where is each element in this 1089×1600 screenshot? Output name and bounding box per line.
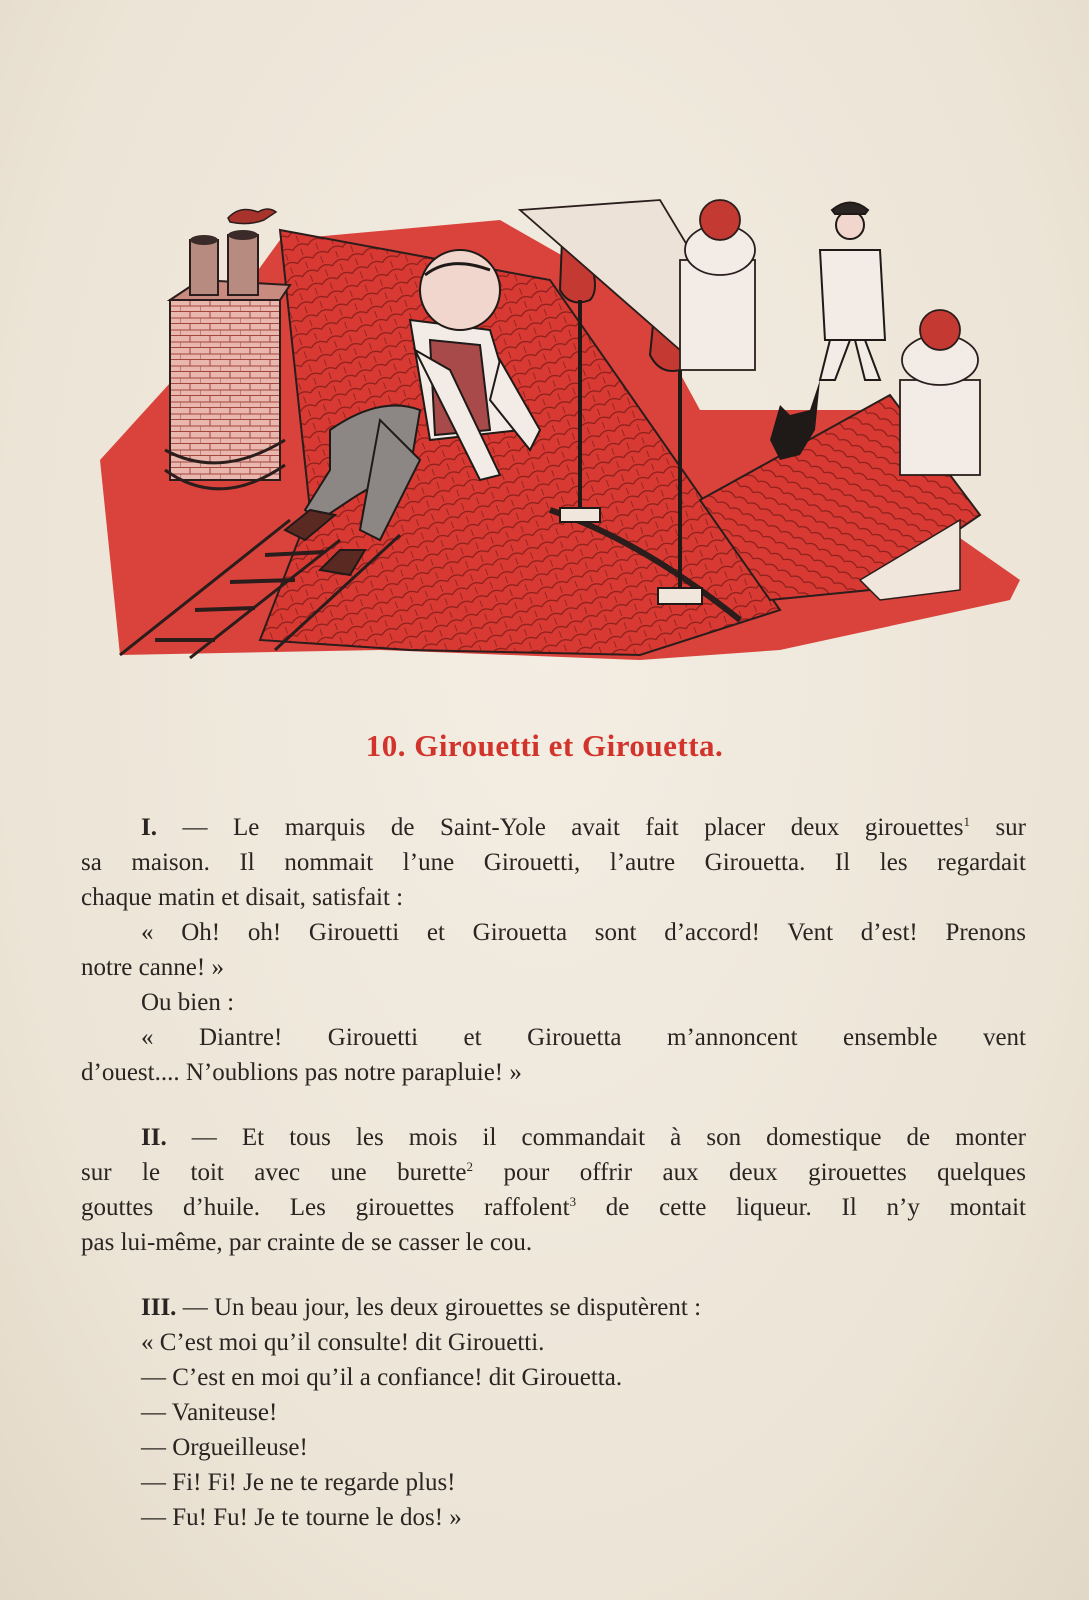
text-span: — Et tous les mois il commandait à son domestique de monter xyxy=(166,1124,1026,1151)
text-span: sur xyxy=(969,814,1026,841)
story-text xyxy=(81,810,1026,1565)
text-span: de cette liqueur. Il n’y montait xyxy=(576,1194,1026,1221)
story-title: 10. Girouetti et Girouetta. xyxy=(365,728,724,763)
text-line: — C’est en moi qu’il a confiance! dit Girouetta. xyxy=(141,1364,623,1391)
text-span: pour offrir aux deux girouettes quelques xyxy=(473,1159,1027,1186)
text-line xyxy=(81,1155,1026,1190)
footnote-ref[interactable]: 3 xyxy=(569,1194,577,1209)
text-line xyxy=(81,1120,1026,1155)
section-number: I. xyxy=(141,814,157,841)
text-line: « Oh! oh! Girouetti et Girouetta sont d’accord! Vent d’est! Prenons xyxy=(141,919,1026,946)
text-line: — Orgueilleuse! xyxy=(141,1434,308,1461)
text-line: pas lui-même, par crainte de se casser le cou. xyxy=(81,1229,533,1256)
section-number: III. xyxy=(141,1294,177,1321)
text-line: « C’est moi qu’il consulte! dit Girouetti. xyxy=(141,1329,545,1356)
paragraph-1 xyxy=(81,810,1026,1090)
text-line xyxy=(81,810,1026,845)
bird xyxy=(228,209,276,224)
footnote-ref[interactable]: 2 xyxy=(466,1159,474,1174)
text-line: — Fu! Fu! Je te tourne le dos! » xyxy=(141,1504,462,1531)
text-line xyxy=(81,1190,1026,1225)
text-span: — Le marquis de Saint-Yole avait fait placer deux girouettes xyxy=(156,814,964,841)
text-span: gouttes d’huile. Les girouettes raffolent xyxy=(81,1194,570,1221)
text-line: — Fi! Fi! Je ne te regarde plus! xyxy=(141,1469,456,1496)
text-line: notre canne! » xyxy=(81,954,224,981)
footnote-ref[interactable]: 1 xyxy=(963,814,970,829)
paragraph-2 xyxy=(81,1120,1026,1260)
text-line: — Vaniteuse! xyxy=(141,1399,278,1426)
text-line: sa maison. Il nommait l’une Girouetti, l’autre Girouetta. Il les regardait xyxy=(81,849,1026,876)
text-line xyxy=(81,1290,1026,1325)
section-number: II. xyxy=(141,1124,167,1151)
text-line: Ou bien : xyxy=(141,989,235,1016)
text-line: d’ouest.... N’oublions pas notre parapluie! » xyxy=(81,1059,522,1086)
text-span: — Un beau jour, les deux girouettes se disputèrent : xyxy=(176,1294,702,1321)
rooftop-illustration xyxy=(80,180,1040,680)
text-line: chaque matin et disait, satisfait : xyxy=(81,884,404,911)
paragraph-3 xyxy=(81,1290,1026,1535)
text-line: « Diantre! Girouetti et Girouetta m’annoncent ensemble vent xyxy=(141,1024,1026,1051)
marquis-figure xyxy=(820,203,885,381)
text-span: sur le toit avec une burette xyxy=(81,1159,467,1186)
